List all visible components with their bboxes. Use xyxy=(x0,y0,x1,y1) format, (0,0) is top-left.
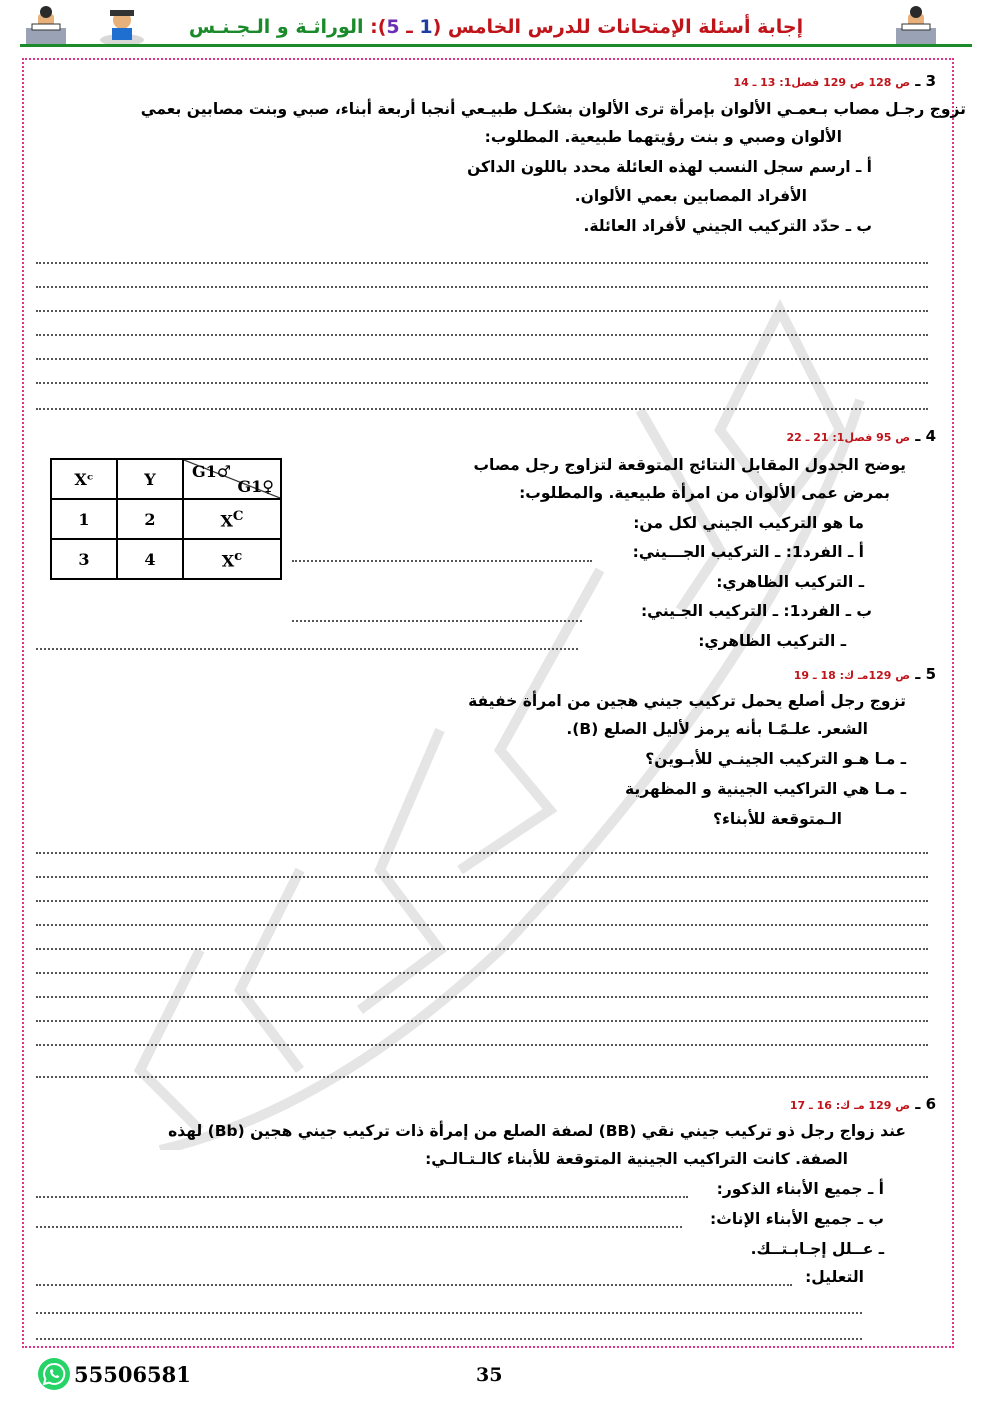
table-cell xyxy=(51,539,117,579)
answer-line[interactable] xyxy=(36,286,928,288)
answer-line[interactable] xyxy=(36,972,928,974)
q4-line-6: ب ـ الفرد1: ـ التركيب الجـيني: xyxy=(640,602,872,620)
genetics-table xyxy=(50,458,282,580)
table-header-cell xyxy=(117,459,183,499)
q5-line-3: ـ مـا هـو التركيب الجينـي للأبـوين؟ xyxy=(645,750,906,768)
individual-number: 2 xyxy=(144,509,156,529)
q4-line-4: أ ـ الفرد1: ـ التركيب الجـــيني: xyxy=(632,543,864,561)
answer-line[interactable] xyxy=(292,560,592,562)
title-part: إجابة أسئلة الإمتحانات xyxy=(590,16,804,38)
q4-line-7: ـ التركيب الظاهري: xyxy=(698,632,846,650)
answer-line[interactable] xyxy=(36,876,928,878)
question-5-header xyxy=(794,664,936,683)
title-part: للدرس الخامس ( xyxy=(432,16,591,38)
question-number: 5 ـ xyxy=(915,665,936,683)
cell-text: Xᶜ xyxy=(74,469,94,489)
q6-line-5: ـ عــلل إجـابـتــك. xyxy=(750,1240,884,1258)
q4-line-3: ما هو التركيب الجيني لكل من: xyxy=(633,514,864,532)
answer-line[interactable] xyxy=(36,1312,862,1314)
q4-line-5: ـ التركيب الظاهري: xyxy=(716,573,864,591)
table-cell xyxy=(117,539,183,579)
title-topic: الوراثـة و الـجـنـس xyxy=(188,16,364,38)
answer-line[interactable] xyxy=(36,1020,928,1022)
question-4-header xyxy=(787,426,936,445)
table-corner-cell xyxy=(183,459,281,499)
page-title xyxy=(150,16,842,38)
answer-line[interactable] xyxy=(36,924,928,926)
q3-line-3: أ ـ ارسم سجل النسب لهذه العائلة محدد باللون الداكن xyxy=(467,158,872,176)
q4-line-1: يوضح الجدول المقابل النتائج المتوقعة لتزاوج رجل مصاب xyxy=(473,456,906,474)
question-ref: ص 95 فصل1: 21 ـ 22 xyxy=(786,431,911,444)
answer-line[interactable] xyxy=(36,900,928,902)
q4-line-2: بمرض عمى الألوان من امرأة طبيعية. والمطلوب: xyxy=(519,484,890,502)
answer-line[interactable] xyxy=(36,1044,928,1046)
answer-line[interactable] xyxy=(36,948,928,950)
q6-line-1: عند زواج رجل ذو تركيب جيني نقي (BB) لصفة الصلع من إمرأة ذات تركيب جيني هجين (Bb) لهذه xyxy=(168,1122,906,1140)
question-ref: ص 129مـ ك: 18 ـ 19 xyxy=(793,669,911,682)
male-gamete-label: G1♂ xyxy=(192,462,232,481)
phone-number: 55506581 xyxy=(74,1362,191,1387)
question-number: 4 ـ xyxy=(915,427,936,445)
answer-line[interactable] xyxy=(36,358,928,360)
table-row-label: $X^c$ xyxy=(183,539,281,579)
title-dash: ـ xyxy=(399,16,420,38)
cell-text: Y xyxy=(144,469,156,489)
q6-line-3: أ ـ جميع الأبناء الذكور: xyxy=(716,1180,884,1198)
title-num: 5 xyxy=(386,16,400,38)
table-header-cell xyxy=(51,459,117,499)
table-cell xyxy=(117,499,183,539)
q6-line-4: ب ـ جميع الأبناء الإناث: xyxy=(710,1210,884,1228)
answer-line[interactable] xyxy=(36,996,928,998)
question-number: 6 ـ xyxy=(915,1095,936,1113)
answer-line[interactable] xyxy=(36,1196,688,1198)
table-row-label: $X^C$ xyxy=(183,499,281,539)
answer-line[interactable] xyxy=(36,408,928,410)
q5-line-1: تزوج رجل أصلع يحمل تركيب جيني هجين من امرأة خفيفة xyxy=(468,692,906,710)
page-number: 35 xyxy=(476,1364,503,1386)
q6-line-6: التعليل: xyxy=(805,1268,864,1286)
thinking-boy-icon xyxy=(96,6,148,46)
answer-line[interactable] xyxy=(36,262,928,264)
individual-number: 3 xyxy=(78,549,90,569)
answer-line[interactable] xyxy=(36,1076,928,1078)
question-number: 3 ـ xyxy=(915,72,936,90)
title-part: ): xyxy=(363,16,387,38)
answer-line[interactable] xyxy=(36,1338,862,1340)
answer-line[interactable] xyxy=(36,310,928,312)
question-ref: ص 129 مـ ك: 16 ـ 17 xyxy=(789,1099,911,1112)
allele-superscript: C xyxy=(232,507,244,524)
answer-line[interactable] xyxy=(36,334,928,336)
q5-line-5: الـمتوقعة للأبناء؟ xyxy=(712,810,842,828)
answer-line[interactable] xyxy=(36,1284,792,1286)
q3-line-2: الألوان وصبي و بنت رؤيتهما طبيعية. المطلوب: xyxy=(484,128,842,146)
answer-line[interactable] xyxy=(36,852,928,854)
header-divider xyxy=(20,44,972,47)
answer-line[interactable] xyxy=(36,1226,682,1228)
individual-number: 1 xyxy=(78,509,90,529)
q3-line-4: الأفراد المصابين بعمي الألوان. xyxy=(574,187,807,205)
q5-line-2: الشعر. علـمًـا بأنه يرمز لأليل الصلع (B). xyxy=(566,720,868,738)
q6-line-2: الصفة. كانت التراكيب الجينية المتوقعة للأبناء كالـتـالـي: xyxy=(425,1150,848,1168)
question-3-header xyxy=(733,71,936,90)
individual-number: 4 xyxy=(144,549,156,569)
table-cell xyxy=(51,499,117,539)
female-gamete-label: G1♀ xyxy=(237,477,274,496)
title-num: 1 xyxy=(419,16,433,38)
answer-line[interactable] xyxy=(36,648,578,650)
q5-line-4: ـ مـا هي التراكيب الجينية و المظهرية xyxy=(624,780,906,798)
question-6-header xyxy=(790,1094,936,1113)
reader-figure-icon xyxy=(20,6,72,46)
reader-figure-icon xyxy=(890,6,942,46)
answer-line[interactable] xyxy=(292,620,582,622)
q3-line-5: ب ـ حدّد التركيب الجيني لأفراد العائلة. xyxy=(583,217,872,235)
whatsapp-icon xyxy=(38,1358,70,1390)
question-ref: ص 128 ص 129 فصل1: 13 ـ 14 xyxy=(733,76,911,89)
q3-line-1: تزوج رجـل مصاب بـعمـي الألوان بإمرأة ترى الألوان بشكـل طبيـعي أنجبا أربعة أبناء، صبي وبنت مصابين بعمي xyxy=(140,100,966,118)
allele-superscript: c xyxy=(234,547,243,564)
answer-line[interactable] xyxy=(36,382,928,384)
